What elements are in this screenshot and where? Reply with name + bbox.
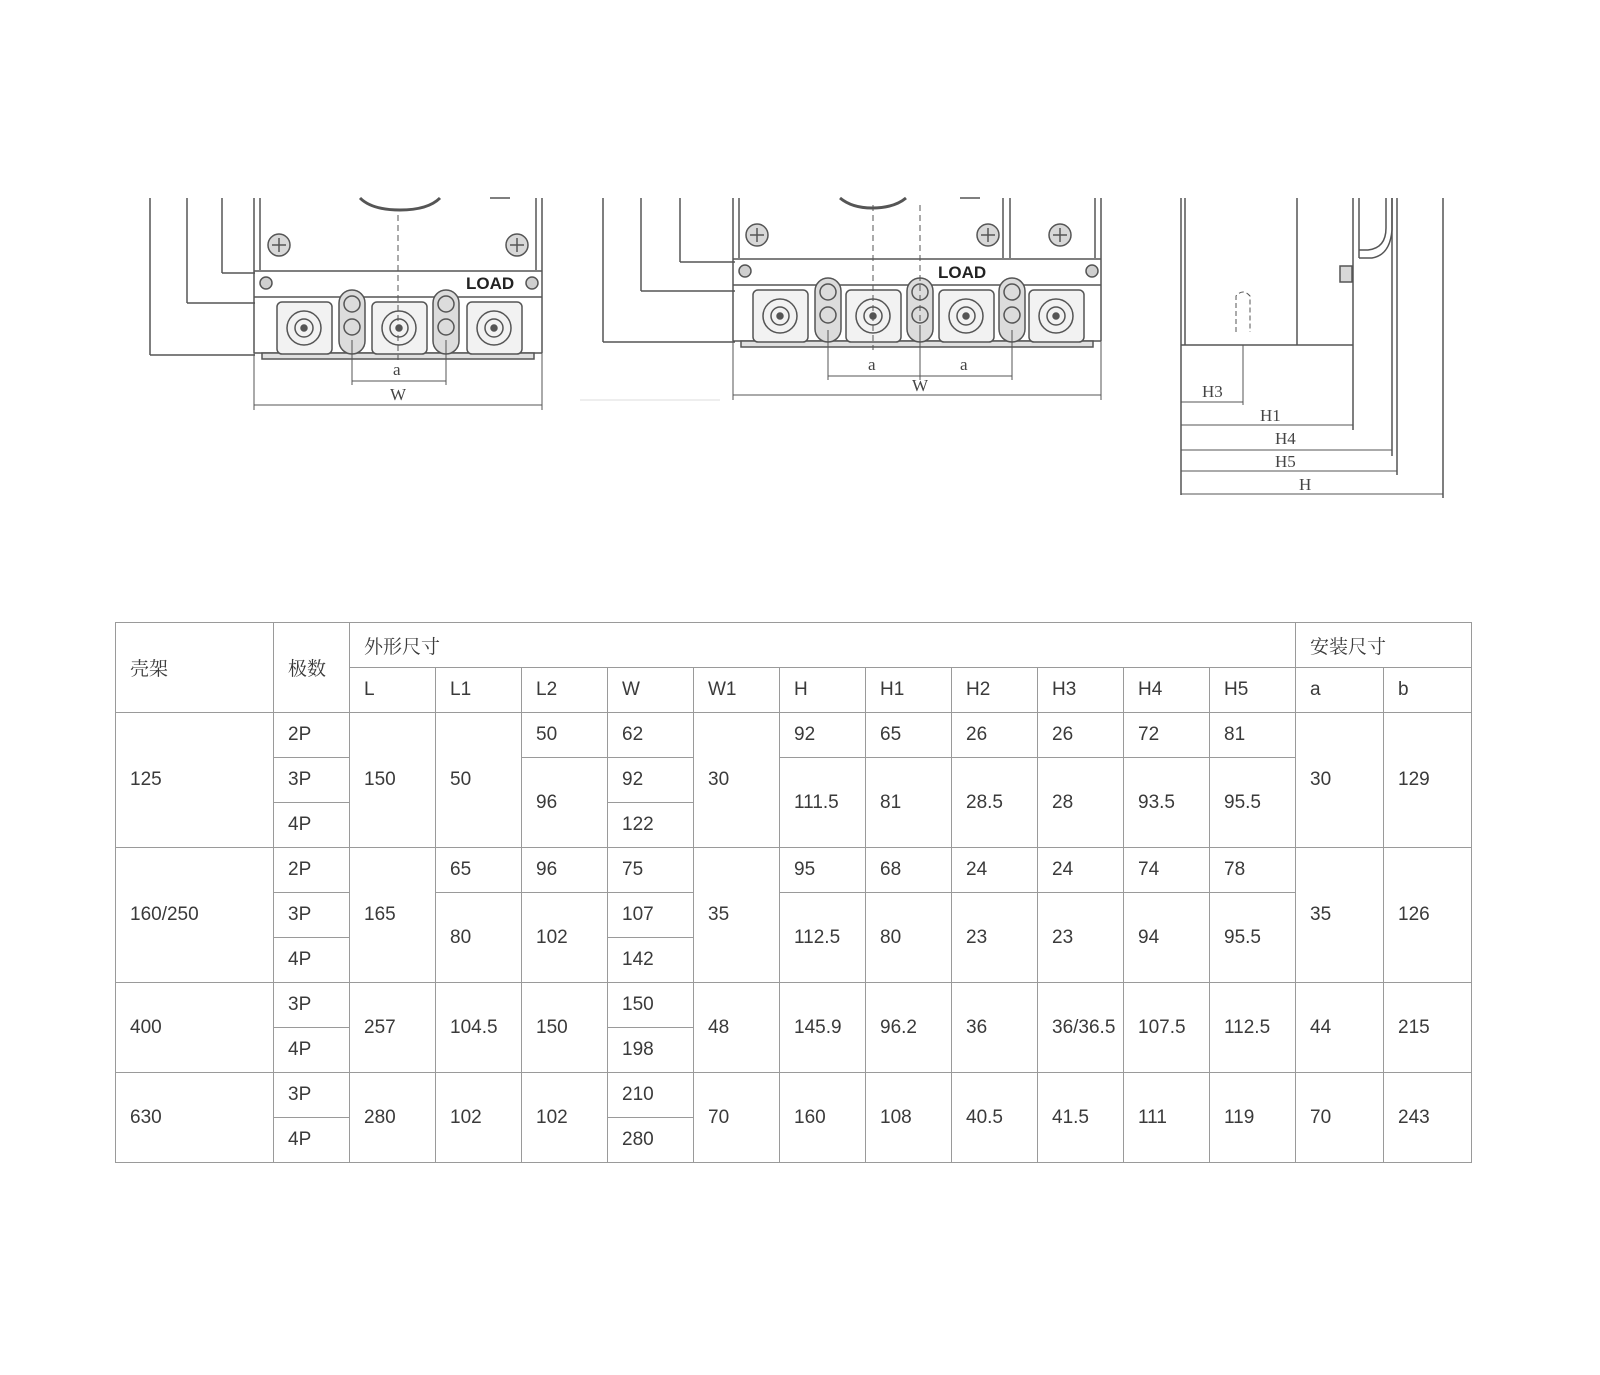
table-cell: 198 — [608, 1028, 694, 1073]
table-cell: 108 — [866, 1073, 952, 1163]
dim-h3-label: H3 — [1202, 382, 1223, 401]
table-cell: 150 — [522, 983, 608, 1073]
table-cell: 81 — [866, 758, 952, 848]
dim-a2-label: a — [960, 355, 968, 374]
left-breaker-view — [150, 198, 542, 410]
table-cell: 102 — [522, 1073, 608, 1163]
col-header: H — [780, 668, 866, 713]
table-cell: 126 — [1384, 848, 1472, 983]
table-cell: 400 — [116, 983, 274, 1073]
table-cell: 28.5 — [952, 758, 1038, 848]
table-cell: 4P — [274, 938, 350, 983]
table-row — [116, 1073, 1472, 1118]
table-cell: 111.5 — [780, 758, 866, 848]
table-cell: 3P — [274, 983, 350, 1028]
table-cell: 280 — [350, 1073, 436, 1163]
dim-h-label: H — [1299, 475, 1312, 494]
col-header: H4 — [1124, 668, 1210, 713]
table-cell: 3P — [274, 1073, 350, 1118]
table-cell: 160 — [780, 1073, 866, 1163]
col-header: a — [1296, 668, 1384, 713]
table-cell: 107.5 — [1124, 983, 1210, 1073]
table-cell: 165 — [350, 848, 436, 983]
table-cell: 92 — [780, 713, 866, 758]
col-header: L2 — [522, 668, 608, 713]
dim-h1-label: H1 — [1260, 406, 1281, 425]
table-row — [116, 983, 1472, 1028]
table-cell: 78 — [1210, 848, 1296, 893]
table-cell: 65 — [436, 848, 522, 893]
table-cell: 95.5 — [1210, 758, 1296, 848]
table-cell: 112.5 — [780, 893, 866, 983]
table-cell: 104.5 — [436, 983, 522, 1073]
dim-h4-label: H4 — [1275, 429, 1296, 448]
table-cell: 48 — [694, 983, 780, 1073]
table-cell: 243 — [1384, 1073, 1472, 1163]
header-overall-dimensions: 外形尺寸 — [350, 623, 1296, 668]
dim-a-label: a — [393, 360, 401, 379]
table-cell: 3P — [274, 758, 350, 803]
col-header: W1 — [694, 668, 780, 713]
table-cell: 129 — [1384, 713, 1472, 848]
load-label: LOAD — [466, 274, 515, 293]
terminal-blocks — [277, 290, 522, 354]
table-header-row — [116, 623, 1472, 668]
table-cell: 68 — [866, 848, 952, 893]
table-cell: 26 — [1038, 713, 1124, 758]
dimension-spec-table — [115, 622, 1472, 1163]
screw-icon — [739, 224, 1098, 277]
load-label: LOAD — [938, 263, 987, 282]
table-cell: 145.9 — [780, 983, 866, 1073]
table-cell: 93.5 — [1124, 758, 1210, 848]
middle-breaker-view — [580, 198, 1101, 400]
drawings-svg — [0, 0, 1600, 560]
table-cell: 215 — [1384, 983, 1472, 1073]
header-frame: 壳架 — [116, 623, 274, 713]
side-dim-labels — [1202, 382, 1311, 494]
table-row — [116, 848, 1472, 893]
table-row — [116, 893, 1472, 938]
table-row — [116, 713, 1472, 758]
table-cell: 125 — [116, 713, 274, 848]
table-cell: 4P — [274, 1118, 350, 1163]
table-cell: 150 — [350, 713, 436, 848]
table-cell: 150 — [608, 983, 694, 1028]
table-cell: 24 — [1038, 848, 1124, 893]
table-cell: 102 — [436, 1073, 522, 1163]
table-cell: 2P — [274, 713, 350, 758]
dim-a1-label: a — [868, 355, 876, 374]
table-cell: 72 — [1124, 713, 1210, 758]
table-cell: 40.5 — [952, 1073, 1038, 1163]
table-cell: 4P — [274, 1028, 350, 1073]
header-poles: 极数 — [274, 623, 350, 713]
table-cell: 75 — [608, 848, 694, 893]
table-cell: 142 — [608, 938, 694, 983]
dimension-drawings — [0, 0, 1600, 560]
table-cell: 111 — [1124, 1073, 1210, 1163]
table-cell: 74 — [1124, 848, 1210, 893]
table-cell: 26 — [952, 713, 1038, 758]
table-cell: 94 — [1124, 893, 1210, 983]
table-cell: 102 — [522, 893, 608, 983]
table-cell: 35 — [1296, 848, 1384, 983]
table-cell: 95 — [780, 848, 866, 893]
col-header: H1 — [866, 668, 952, 713]
table-cell: 65 — [866, 713, 952, 758]
table-cell: 44 — [1296, 983, 1384, 1073]
table-row — [116, 758, 1472, 803]
col-header: H3 — [1038, 668, 1124, 713]
table-cell: 4P — [274, 803, 350, 848]
col-header: L — [350, 668, 436, 713]
table-cell: 70 — [1296, 1073, 1384, 1163]
table-cell: 280 — [608, 1118, 694, 1163]
table-cell: 630 — [116, 1073, 274, 1163]
table-cell: 50 — [522, 713, 608, 758]
table-cell: 50 — [436, 713, 522, 848]
col-header: H5 — [1210, 668, 1296, 713]
table-cell: 96 — [522, 758, 608, 848]
col-header: W — [608, 668, 694, 713]
table-cell: 28 — [1038, 758, 1124, 848]
table-cell: 95.5 — [1210, 893, 1296, 983]
table-cell: 23 — [1038, 893, 1124, 983]
table-cell: 81 — [1210, 713, 1296, 758]
table-cell: 2P — [274, 848, 350, 893]
col-header: H2 — [952, 668, 1038, 713]
dim-w-label: W — [912, 376, 929, 395]
table-cell: 23 — [952, 893, 1038, 983]
table-cell: 3P — [274, 893, 350, 938]
side-breaker-view — [1181, 198, 1443, 498]
dim-h5-label: H5 — [1275, 452, 1296, 471]
table-cell: 62 — [608, 713, 694, 758]
table-cell: 24 — [952, 848, 1038, 893]
table-cell: 80 — [436, 893, 522, 983]
col-header: b — [1384, 668, 1472, 713]
table-cell: 30 — [694, 713, 780, 848]
header-mounting-dimensions: 安装尺寸 — [1296, 623, 1472, 668]
terminal-blocks — [753, 278, 1084, 342]
table-cell: 70 — [694, 1073, 780, 1163]
table-cell: 36/36.5 — [1038, 983, 1124, 1073]
table-cell: 36 — [952, 983, 1038, 1073]
table-cell: 92 — [608, 758, 694, 803]
table-cell: 96.2 — [866, 983, 952, 1073]
table-cell: 122 — [608, 803, 694, 848]
table-cell: 41.5 — [1038, 1073, 1124, 1163]
table-cell: 35 — [694, 848, 780, 983]
dim-w-label: W — [390, 385, 407, 404]
table-cell: 160/250 — [116, 848, 274, 983]
table-cell: 107 — [608, 893, 694, 938]
table-cell: 257 — [350, 983, 436, 1073]
table-cell: 119 — [1210, 1073, 1296, 1163]
table-cell: 210 — [608, 1073, 694, 1118]
table-cell: 30 — [1296, 713, 1384, 848]
table-cell: 96 — [522, 848, 608, 893]
table-cell: 80 — [866, 893, 952, 983]
table-cell: 112.5 — [1210, 983, 1296, 1073]
col-header: L1 — [436, 668, 522, 713]
